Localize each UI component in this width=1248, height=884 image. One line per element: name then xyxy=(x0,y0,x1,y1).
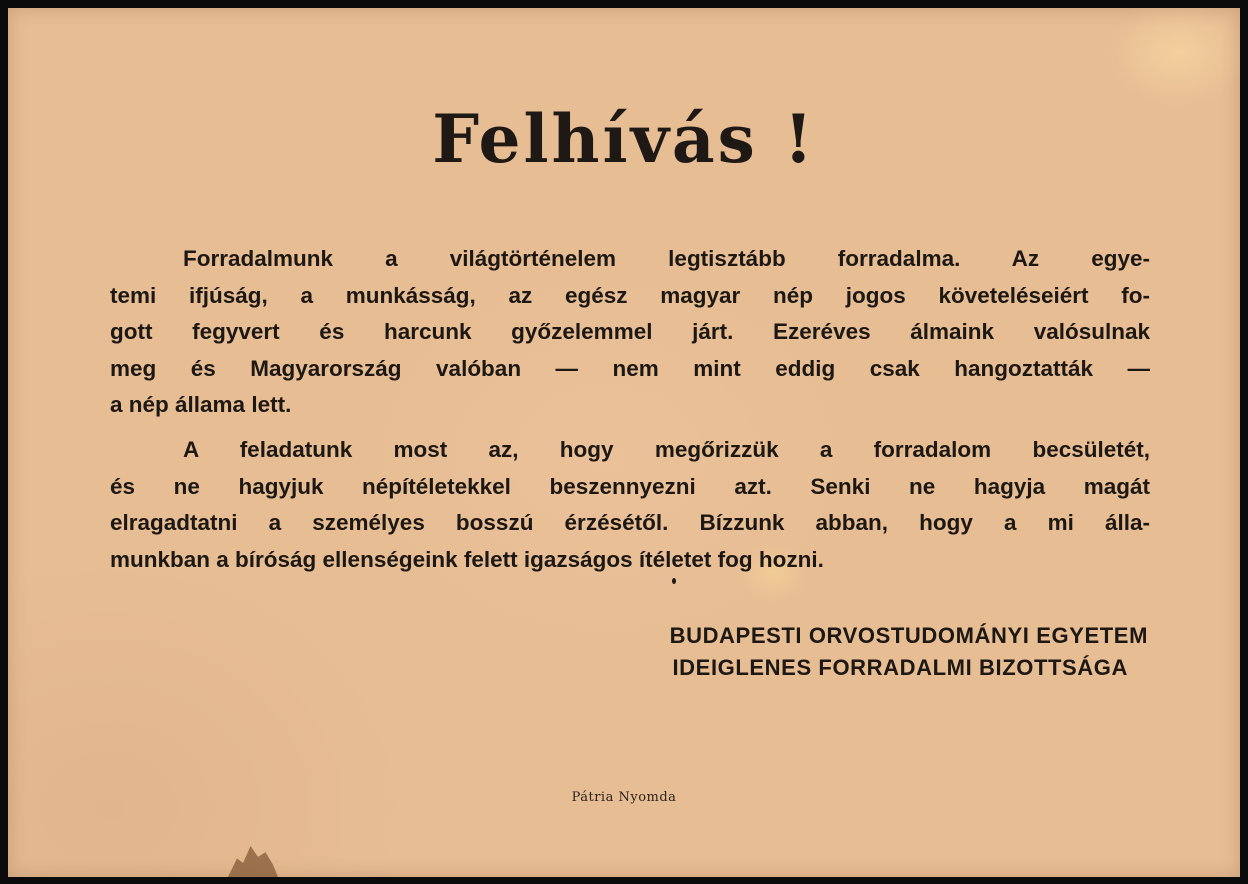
paragraph-1-line: Forradalmunk a világtörténelem legtisztább forradalma. Az egye- xyxy=(183,246,1150,271)
poster-title: Felhívás ! xyxy=(432,100,816,178)
paragraph-1-line: a nép állama lett. xyxy=(110,392,292,417)
paragraph-2-line: és ne hagyjuk népítéletekkel beszennyezni azt. Senki ne hagyja magát xyxy=(110,473,1150,499)
paper-damage xyxy=(228,846,278,877)
paragraph-2-line: A feladatunk most az, hogy megőrizzük a forradalom becsületét, xyxy=(183,437,1150,462)
signature-block xyxy=(670,620,1148,684)
signature-line-2: IDEIGLENES FORRADALMI BIZOTTSÁGA xyxy=(672,655,1128,680)
paragraph-1-line: meg és Magyarország valóban — nem mint eddig csak hangoztatták — xyxy=(110,355,1150,381)
printer-imprint: Pátria Nyomda xyxy=(571,790,677,805)
ink-speck xyxy=(672,578,676,584)
paragraph-2-line: elragadtatni a személyes bosszú érzésétől. Bízzunk abban, hogy a mi álla- xyxy=(110,510,1150,535)
paragraph-1 xyxy=(110,241,1150,424)
paragraph-1-line: gott fegyvert és harcunk győzelemmel járt. Ezeréves álmaink valósulnak xyxy=(110,319,1150,344)
signature-line-1: BUDAPESTI ORVOSTUDOMÁNYI EGYETEM xyxy=(669,623,1148,648)
paragraph-1-line: temi ifjúság, a munkásság, az egész magyar nép jogos követeléseiért fo- xyxy=(110,282,1150,308)
paragraph-2-line: munkban a bíróság ellenségeink felett igazságos ítéletet fog hozni. xyxy=(110,546,824,572)
poster-sheet xyxy=(8,8,1240,877)
paragraph-2 xyxy=(110,432,1150,578)
